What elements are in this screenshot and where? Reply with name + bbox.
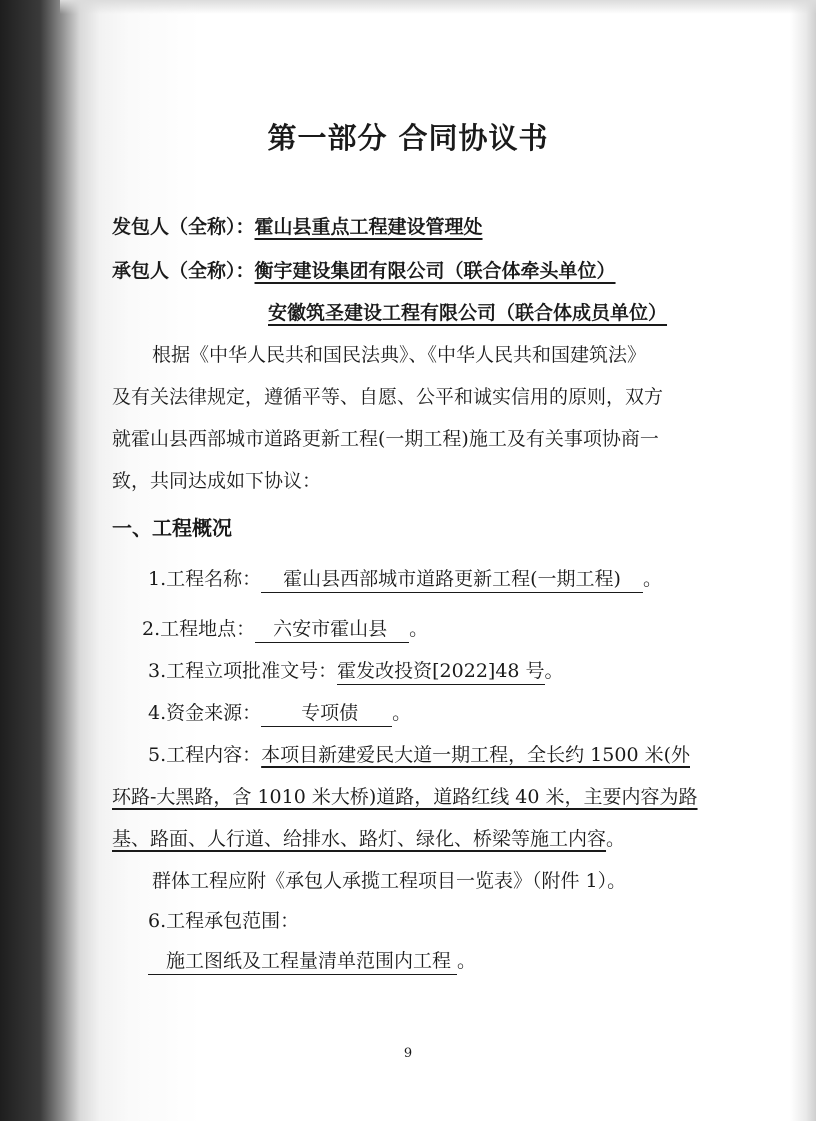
- project-name-label: 1.工程名称：: [148, 568, 262, 590]
- content-line-3-row: [112, 826, 625, 852]
- intro-line-4: 致，共同达成如下协议：: [112, 470, 322, 492]
- approval-end: 。: [544, 660, 564, 682]
- intro-line-1: 根据《中华人民共和国民法典》、《中华人民共和国建筑法》: [152, 344, 647, 366]
- content-label: 5.工程内容：: [148, 744, 262, 766]
- section-heading-1: 一、工程概况: [112, 516, 232, 540]
- contractor-label: 承包人（全称）：: [112, 260, 255, 282]
- funding-end: 。: [392, 702, 412, 724]
- item-scope-label: 6.工程承包范围：: [148, 910, 300, 932]
- contractor-value-1: 衡宇建设集团有限公司（联合体牵头单位）: [254, 260, 616, 282]
- intro-line-2: 及有关法律规定，遵循平等、自愿、公平和诚实信用的原则，双方: [112, 386, 664, 408]
- item-scope: [148, 948, 476, 975]
- location-end: 。: [409, 618, 429, 640]
- item-funding: [148, 700, 411, 727]
- item-content: [148, 742, 690, 768]
- item-project-name: [148, 566, 662, 593]
- scope-end: 。: [457, 950, 477, 972]
- item-location: [142, 616, 428, 643]
- employer-label: 发包人（全称）：: [112, 216, 255, 238]
- item-approval: [148, 658, 564, 685]
- employer-line: [112, 214, 483, 240]
- contractor-line: [112, 258, 616, 284]
- page-number: 9: [403, 1046, 413, 1061]
- funding-value: 专项债: [261, 700, 392, 727]
- content-line-1: 本项目新建爱民大道一期工程，全长约 1500 米(外: [261, 744, 690, 766]
- content-line-2: 环路-大黑路，含 1010 米大桥)道路，道路红线 40 米，主要内容为路: [112, 786, 698, 808]
- content-end: 。: [606, 828, 626, 850]
- employer-value: 霍山县重点工程建设管理处: [254, 216, 483, 238]
- approval-value: 霍发改投资[2022]48 号: [337, 658, 544, 685]
- group-note: 群体工程应附《承包人承揽工程项目一览表》（附件 1）。: [152, 870, 627, 892]
- contractor-value-2: 安徽筑圣建设工程有限公司（联合体成员单位）: [268, 302, 668, 324]
- funding-label: 4.资金来源：: [148, 702, 262, 724]
- page-title: 第一部分 合同协议书: [267, 121, 549, 155]
- project-name-value: 霍山县西部城市道路更新工程(一期工程): [261, 566, 643, 593]
- project-name-end: 。: [642, 568, 662, 590]
- contractor-line-2: [268, 300, 667, 326]
- scope-value: 施工图纸及工程量清单范围内工程: [148, 948, 457, 975]
- approval-label: 3.工程立项批准文号：: [148, 660, 338, 682]
- location-value: 六安市霍山县: [255, 616, 409, 643]
- content-line-3: 基、路面、人行道、给排水、路灯、绿化、桥梁等施工内容: [112, 828, 607, 850]
- location-label: 2.工程地点：: [142, 618, 256, 640]
- intro-line-3: 就霍山县西部城市道路更新工程(一期工程)施工及有关事项协商一: [112, 428, 659, 450]
- scan-shadow: [60, 0, 816, 14]
- content-line-2-row: [112, 784, 698, 810]
